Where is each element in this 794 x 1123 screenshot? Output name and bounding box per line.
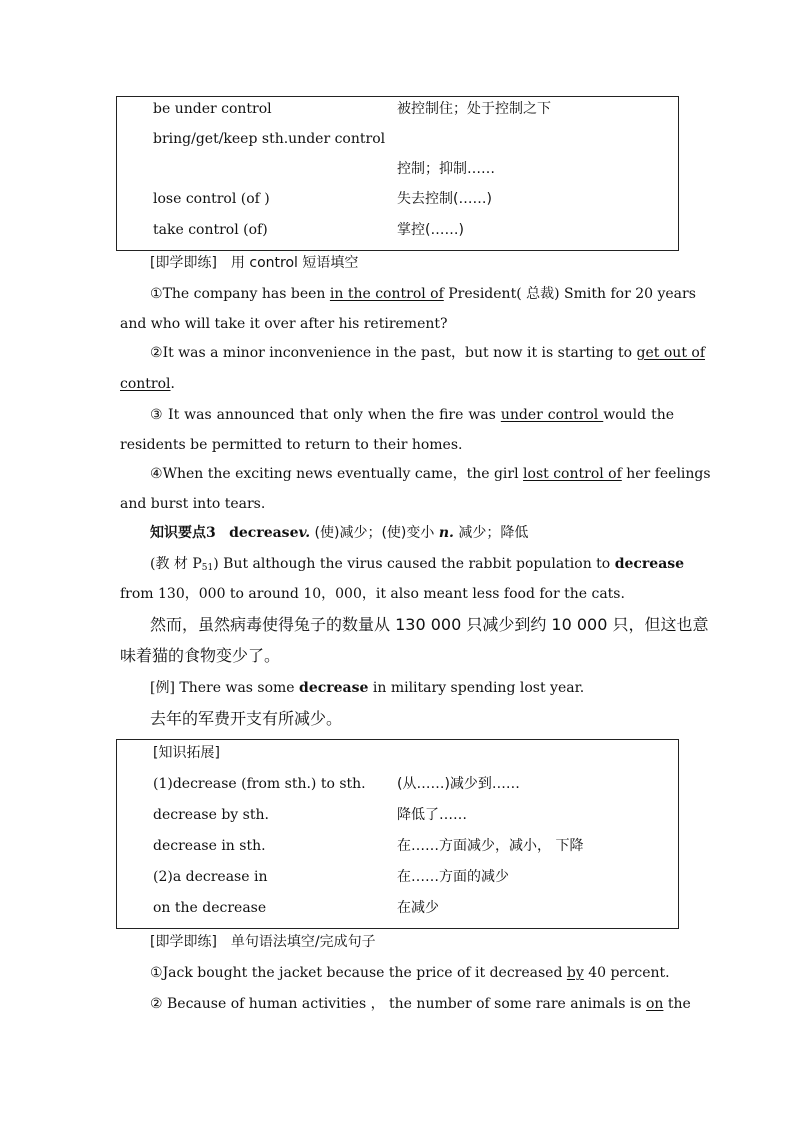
part-of-speech: n. <box>438 525 454 541</box>
sentence-text: ． <box>170 376 185 392</box>
headword: decrease <box>614 556 685 572</box>
exercise-line <box>120 374 185 394</box>
phrase-zh: 被控制住；处于控制之下 <box>397 101 551 117</box>
item-number: ③ <box>150 407 164 423</box>
answer-blank: get out of <box>636 345 706 361</box>
translation-line: 然而，虽然病毒使得兔子的数量从 130 000 只减少到约 10 000 只，但这也意 <box>150 615 709 634</box>
phrase-en: decrease in sth. <box>153 838 266 854</box>
point-number: 3 <box>206 525 216 541</box>
sentence-text: The company has been <box>162 286 330 302</box>
sentence-text: the <box>663 996 691 1012</box>
phrase-en: lose control (of ) <box>153 191 270 207</box>
item-number: ② <box>150 996 163 1012</box>
meaning: (使)减少；(使)变小 <box>314 525 435 541</box>
sentence-text: There was some <box>174 680 300 696</box>
knowledge-point-heading <box>150 523 528 543</box>
textbook-line: from 130，000 to around 10，000，it also meant less food for the cats. <box>120 586 625 602</box>
page-subscript: 51 <box>201 563 214 573</box>
answer-blank: on <box>645 996 664 1012</box>
phrase-en: (1)decrease (from sth.) to sth. <box>153 776 366 792</box>
phrase-zh: 控制；抑制…… <box>397 161 495 177</box>
exercise-line <box>150 343 706 363</box>
exercise-line <box>150 284 696 304</box>
phrase-zh: 在……方面的减少 <box>397 869 509 885</box>
item-number: ② <box>150 345 163 361</box>
exercise-line: and who will take it over after his retirement? <box>120 316 448 332</box>
practice-heading: [即学即练] 用 control 短语填空 <box>150 255 359 271</box>
control-phrases-box <box>116 96 679 251</box>
phrase-zh: 失去控制(……) <box>397 191 492 207</box>
textbook-tag-end: ) <box>213 556 219 572</box>
exercise-line: residents be permitted to return to their homes. <box>120 437 463 453</box>
exercise-line <box>150 464 711 484</box>
translation-line: 去年的军费开支有所减少。 <box>150 709 343 728</box>
sentence-text: It was announced that only when the fire was <box>163 407 501 423</box>
sentence-text: President( 总裁) Smith for 20 years <box>443 286 696 302</box>
meaning: 减少；降低 <box>458 525 529 541</box>
translation-line: 味着猫的食物变少了。 <box>120 646 281 665</box>
exercise-line <box>150 994 691 1014</box>
sentence-text: 40 percent. <box>583 965 670 981</box>
phrase-en: take control (of) <box>153 222 268 238</box>
answer-blank: under control <box>500 407 604 423</box>
answer-blank: by <box>566 965 584 981</box>
knowledge-expansion-box <box>116 739 679 929</box>
example-line <box>150 678 584 698</box>
phrase-zh: 在减少 <box>397 900 439 916</box>
box-title: [知识拓展] <box>153 745 220 761</box>
phrase-zh: 降低了…… <box>397 807 467 823</box>
headword: decrease <box>299 680 369 696</box>
practice-heading: [即学即练] 单句语法填空/完成句子 <box>150 934 376 950</box>
exercise-line <box>150 405 674 425</box>
phrase-en: bring/get/keep sth.under control <box>153 131 386 147</box>
phrase-zh: (从……)减少到…… <box>397 776 520 792</box>
sentence-text: would the <box>603 407 675 423</box>
item-number: ① <box>150 286 163 302</box>
sentence-text: in military spending lost year. <box>368 680 585 696</box>
sentence-text: But although the virus caused the rabbit population to <box>218 556 615 572</box>
part-of-speech: v. <box>298 525 311 541</box>
sentence-text: When the exciting news eventually came，the girl <box>162 466 524 482</box>
item-number: ① <box>150 965 163 981</box>
example-tag: [例] <box>150 680 175 696</box>
headword: decrease <box>229 525 299 541</box>
phrase-en: be under control <box>153 101 272 117</box>
phrase-en: (2)a decrease in <box>153 869 268 885</box>
answer-blank: control <box>120 376 171 392</box>
sentence-text: Jack bought the jacket because the price of it decreased <box>162 965 567 981</box>
point-label: 知识要点 <box>150 525 206 541</box>
sentence-text: Because of human activities ， the number of some rare animals is <box>162 996 646 1012</box>
exercise-line: and burst into tears. <box>120 496 266 512</box>
item-number: ④ <box>150 466 163 482</box>
sentence-text: It was a minor inconvenience in the past，but now it is starting to <box>162 345 637 361</box>
textbook-line <box>150 554 685 578</box>
answer-blank: in the control of <box>329 286 444 302</box>
sentence-text: her feelings <box>621 466 711 482</box>
answer-blank: lost control of <box>523 466 622 482</box>
exercise-line <box>150 963 670 983</box>
phrase-zh: 掌控(……) <box>397 222 464 238</box>
phrase-zh: 在……方面减少，减小， 下降 <box>397 838 584 854</box>
textbook-tag: (教 材 P <box>150 556 202 572</box>
phrase-en: decrease by sth. <box>153 807 269 823</box>
phrase-en: on the decrease <box>153 900 267 916</box>
